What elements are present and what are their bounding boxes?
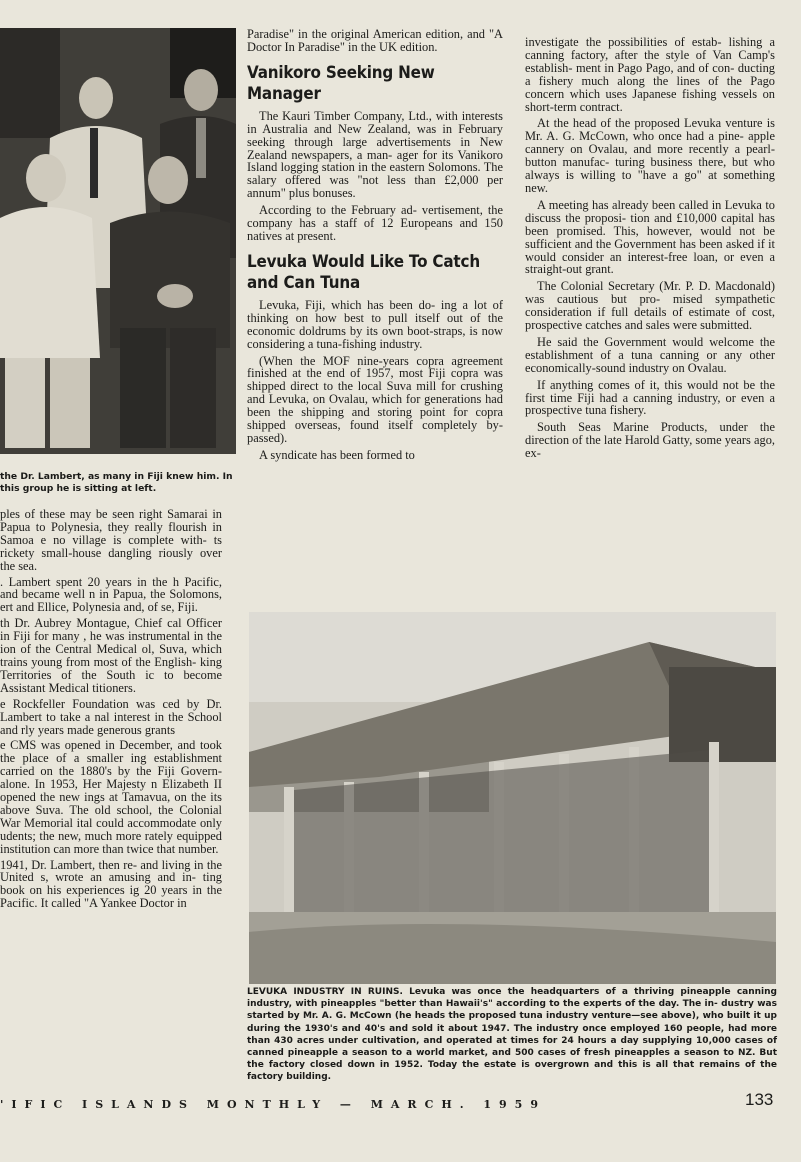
article-paragraph: The Kauri Timber Company, Ltd., with interests in Australia and New Zealand, was in February seeking through large advertisements in New Zealand newspapers, a man- ager for its Vanikoro Island logging station in the eastern Solomons. The salary offered was "not less than £2,000 per annum" plus bonuses. xyxy=(247,108,503,201)
left-paragraph: . Lambert spent 20 years in the h Pacific, and became well n in Papua, the Solomons, ert and Ellice, Polynesia and, of se, Fiji. xyxy=(0,574,222,615)
article-paragraph: The Colonial Secretary (Mr. P. D. Macdonald) was cautious but pro- mised sympathetic consideration if full details of estimate of cost, prospective catches and sales were submitted. xyxy=(525,279,775,333)
publication-footer: 'IFIC ISLANDS MONTHLY — MARCH. 1959 xyxy=(0,1098,546,1111)
left-paragraph: th Dr. Aubrey Montague, Chief cal Officer in Fiji for many , he was instrumental in the ion of the Central Medical ol, Suva, which trains young from most of the English- king Territories of the South ic to become Assistant Medical titioners. xyxy=(0,616,222,695)
continued-paragraph: Paradise" in the original American edition, and "A Doctor In Paradise" in the UK edition. xyxy=(247,27,503,54)
factory-ruins-photo xyxy=(249,612,776,984)
article-paragraph: (When the MOF nine-years copra agreement finished at the end of 1957, most Fiji copra was shipped direct to the local Suva mill for crushing and Levuka, on Ovalau, which for generations had been the shipping and storing point for copra shipped overseas, found itself completely by-passed). xyxy=(247,353,503,445)
article-paragraph: Levuka, Fiji, which has been do- ing a lot of thinking on how best to pull itself out of the economic doldrums by its own boot-straps, is now considering a tuna-fishing industry. xyxy=(247,297,503,351)
left-paragraph: 1941, Dr. Lambert, then re- and living in the United s, wrote an amusing and in- ting book on his experiences ig 20 years in the Pacific. It called "A Yankee Doctor in xyxy=(0,857,222,911)
headline-levuka: Levuka Would Like To Catch and Can Tuna xyxy=(247,251,480,292)
article-paragraph: investigate the possibilities of estab- lishing a canning factory, after the style of Van Camp's establish- ment in Pago Pago, and of con- ducting a fishery much along the lines of the Pago concern which uses Japanese fishing vessels on short-term contract. xyxy=(525,35,775,114)
article-paragraph: He said the Government would welcome the establishment of a tuna canning or any other economically-sound industry on Ovalau. xyxy=(525,334,775,375)
middle-text-column xyxy=(247,28,503,466)
portrait-illustration xyxy=(0,28,236,454)
group-portrait-photo xyxy=(0,28,236,454)
left-paragraph: e CMS was opened in December, and took the place of a smaller ing establishment carried on the 1880's by the Fiji Govern- alone. In 1953, Her Majesty n Elizabeth II opened the new ings at Tamavua, on the its above Suva. The old school, the Colonial War Memorial ital could accommodate only udents; the new, much more rately equipped institution can more than twice that number. xyxy=(0,738,222,856)
factory-caption-lead: LEVUKA INDUSTRY IN RUINS. xyxy=(247,987,403,997)
headline-vanikoro: Vanikoro Seeking New Manager xyxy=(247,62,435,103)
portrait-caption: the Dr. Lambert, as many in Fiji knew him. In this group he is sitting at left. xyxy=(0,471,233,494)
page-number: 133 xyxy=(745,1090,774,1109)
article-paragraph: If anything comes of it, this would not be the first time Fiji had a canning industry, or even a prospective tuna fishery. xyxy=(525,377,775,418)
article-paragraph: According to the February ad- vertisement, the company has a staff of 12 Europeans and 150 natives at present. xyxy=(247,203,503,243)
left-paragraph: e Rockfeller Foundation was ced by Dr. Lambert to take a nal interest in the School and rly years made generous grants xyxy=(0,696,222,737)
left-text-column xyxy=(0,508,222,913)
article-paragraph: South Seas Marine Products, under the direction of the late Harold Gatty, some years ago, ex- xyxy=(525,420,775,461)
factory-caption-text: Levuka was once the headquarters of a thriving pineapple canning industry, with pineapples "better than Hawaii's" according to the experts of the day. The in- dustry was started by Mr. A. G. McCown (he heads the proposed tuna industry venture—see above), who built it up during the 1930's and 40's and sold it about 1947. The industry once employed 160 people, had more than 430 acres under cultivation, and operated at times for 24 hours a day supplying 10,000 cases of canned pineapple a season to a world market, and 500 cases of fresh pineapples a season to NZ. But the factory closed down in 1952. Today the estate is overgrown and this is all that remains of the factory building. xyxy=(247,987,777,1083)
article-paragraph: A meeting has already been called in Levuka to discuss the proposi- tion and £10,000 capital has been promised. This, however, would not be sufficient and the Government has been asked if it would consider an interest-free loan, or even a straight-out grant. xyxy=(525,197,775,277)
right-text-column xyxy=(525,36,775,464)
factory-illustration xyxy=(249,612,776,984)
article-paragraph: At the head of the proposed Levuka venture is Mr. A. G. McCown, who once had a pine- apple cannery on Ovalau, and more recently a pearl-button manufac- turing business there, but who always is willing to "have a go" at something new. xyxy=(525,116,775,195)
article-paragraph: A syndicate has been formed to xyxy=(259,447,415,462)
factory-caption xyxy=(247,986,777,1084)
left-paragraph: ples of these may be seen right Samarai in Papua to Polynesia, they really flourish in Samoa e no village is complete with- ts rickety small-house dangling riously over the sea. xyxy=(0,507,222,573)
